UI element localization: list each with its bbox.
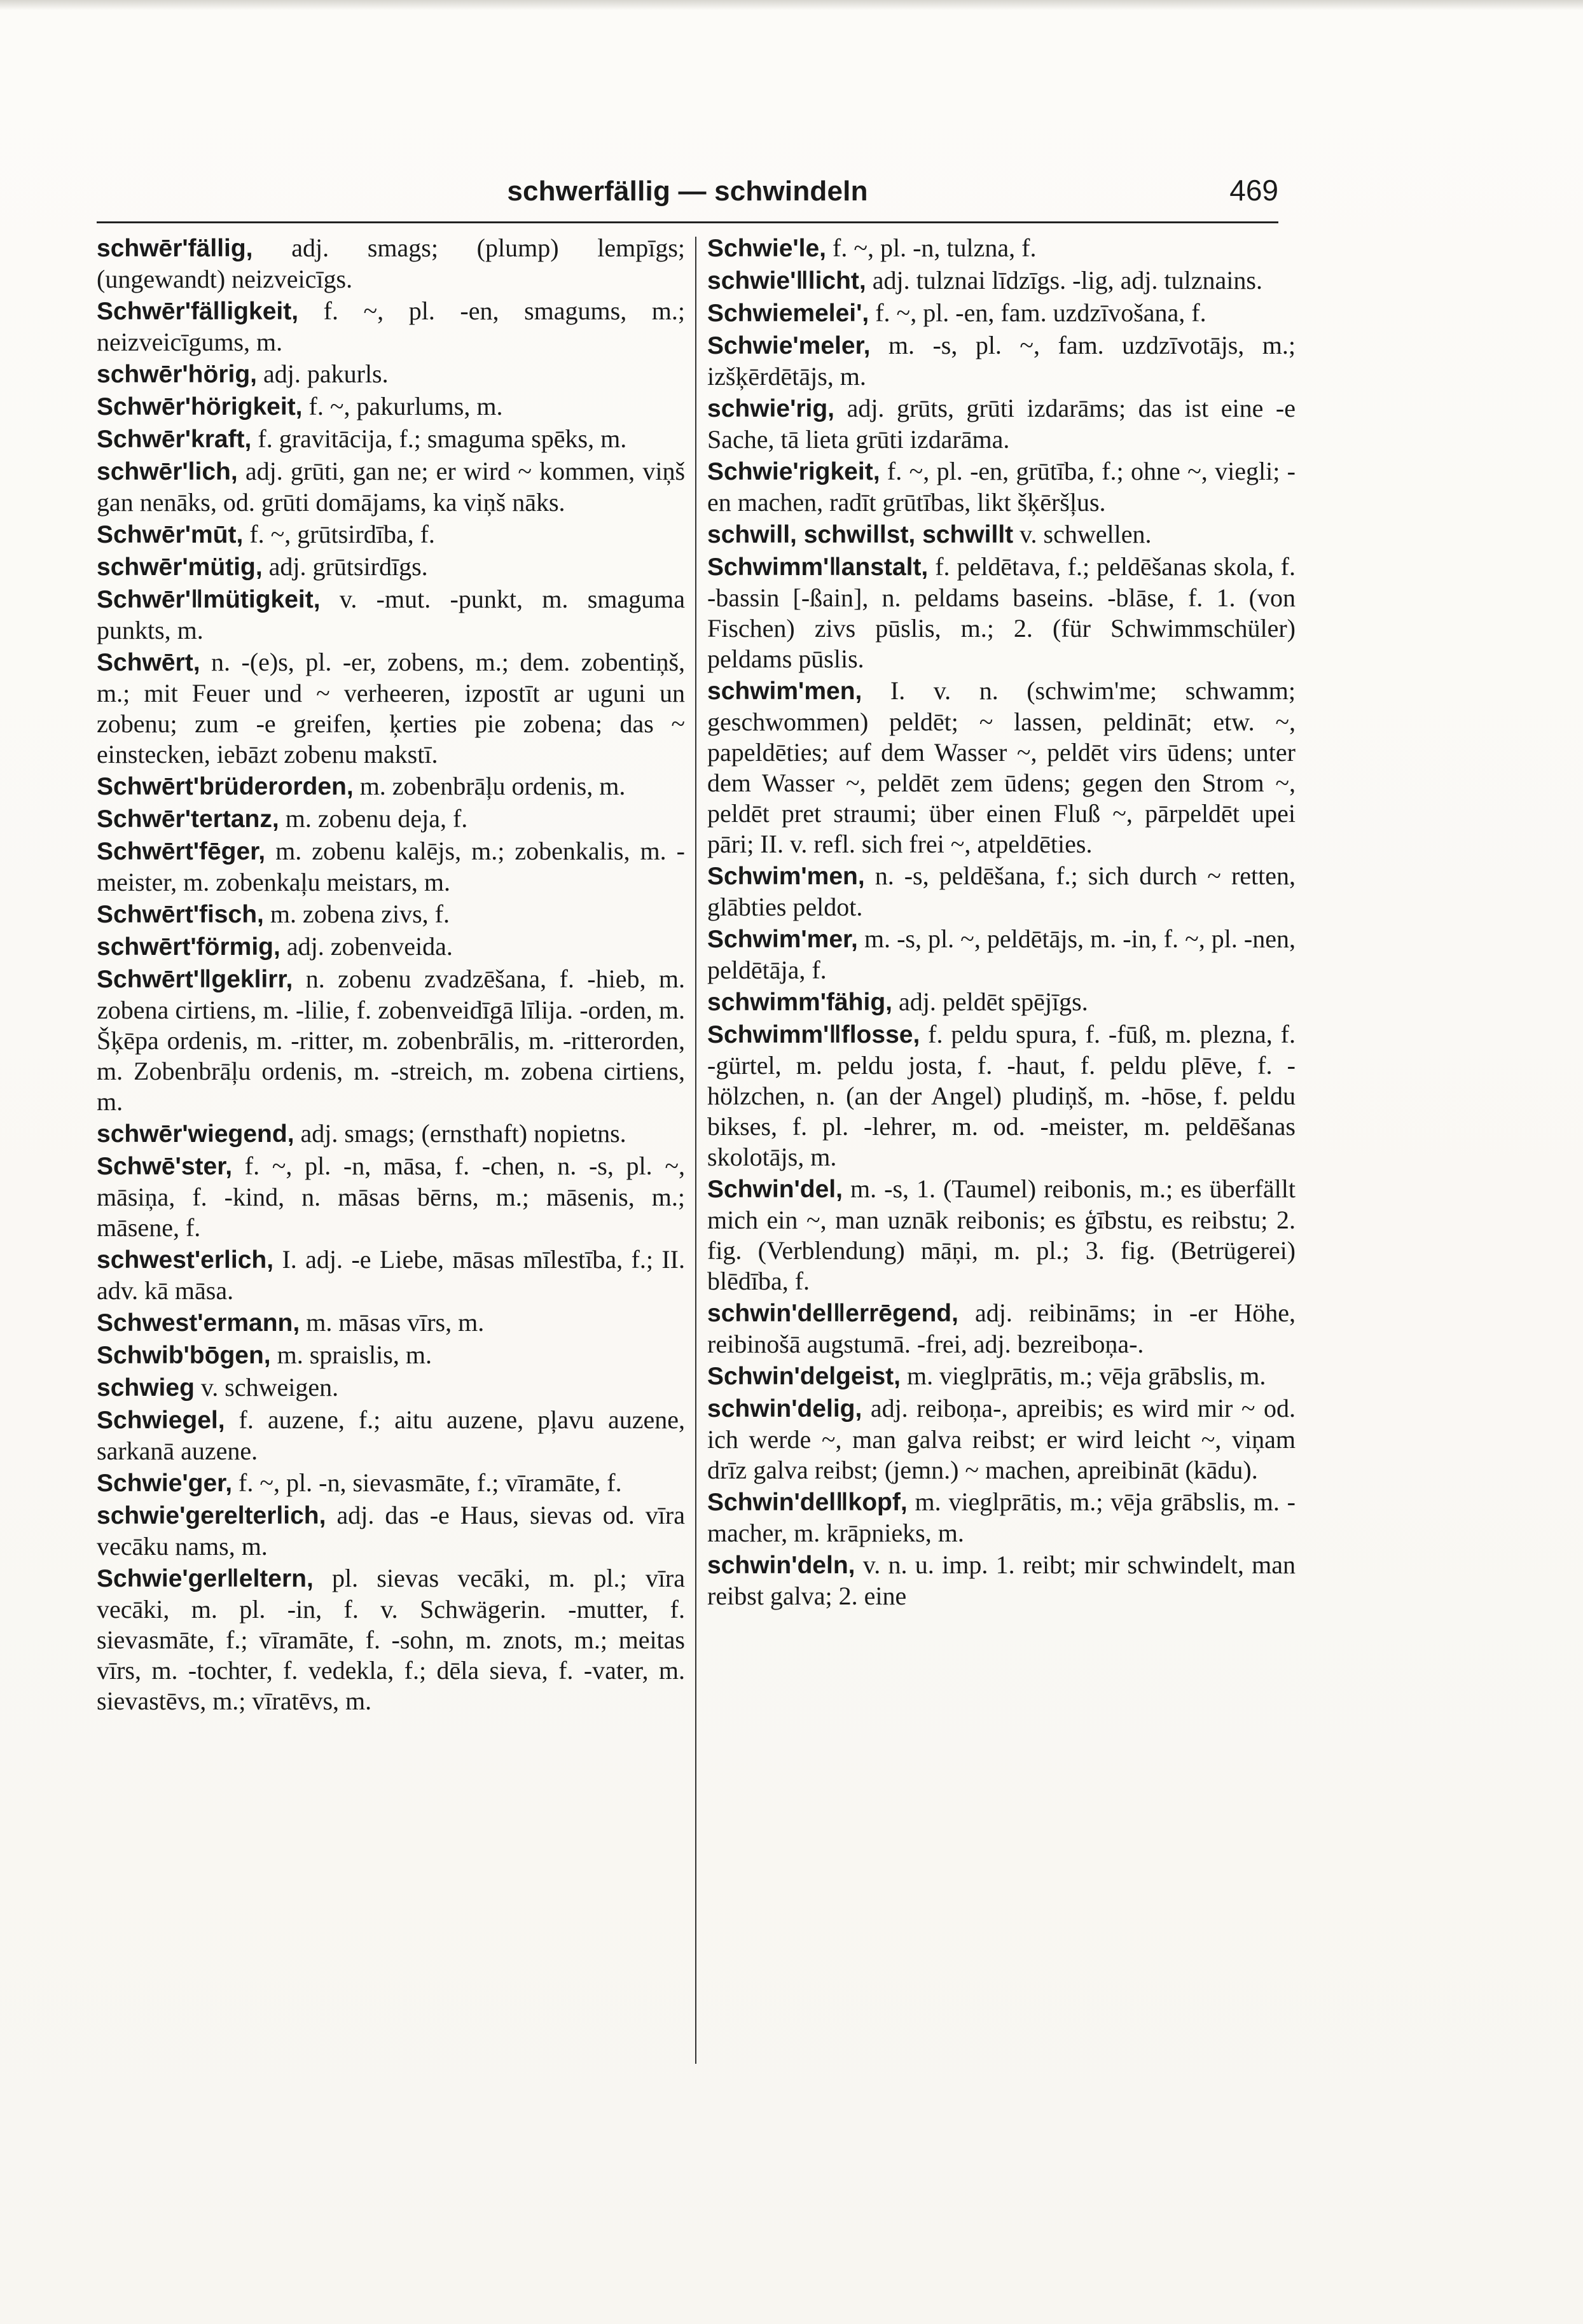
entry-definition: m. -s, 1. (Taumel) reibonis, m.; es überfällt mich ein ~, man uznāk reibonis; es ģībstu, es reibstu; 2. fig. (Verblendung) māņi, m. pl.; 3. fig. (Betrügerei) blēdība, f. [707,1174,1296,1295]
entry-headword: Schwēr'kraft, [97,426,252,453]
entry-headword: Schwērt'fisch, [97,901,264,928]
entry-definition: adj. grūts, grūti izdarāms; das ist eine -e Sache, tā lieta grūti izdarāma. [707,394,1296,454]
entry-definition: n. -(e)s, pl. -er, zobens, m.; dem. zobentiņš, m.; mit Feuer und ~ verheeren, izpostīt ar uguni un zobenu; zum -e greifen, ķerties pie zobena; das ~ einstecken, iebāzt zobenu makstī. [97,648,686,769]
entry-definition: f. ~, pakurlums, m. [308,392,503,421]
entry-definition: m. vieglprātis, m.; vēja grābslis, m. [907,1361,1266,1390]
entry-definition: n. -s, peldēšana, f.; sich durch ~ retten, glābties peldot. [707,861,1296,921]
entry-headword: schwin'del‖errēgend, [707,1300,958,1327]
dictionary-entry [97,391,685,422]
dictionary-entry [97,1468,685,1499]
entry-definition: f. ~, pl. -en, grūtība, f.; ohne ~, viegli; -en machen, radīt grūtības, likt šķēršļus. [707,457,1296,517]
entry-headword: Schwin'del‖kopf, [707,1489,908,1516]
left-column [97,233,685,1718]
entry-headword: Schwēr'hörigkeit, [97,393,303,421]
dictionary-entry [707,456,1296,518]
dictionary-entry [97,1372,685,1403]
dictionary-entry [97,964,685,1117]
entry-definition: adj. reiboņa-, apreibis; es wird mir ~ od. ich werde ~, man galva reibst; er wird leicht ~, viņam drīz galva reibst; (jemn.) ~ machen, apreibināt (kādu). [707,1394,1296,1484]
dictionary-entry [707,1393,1296,1486]
entry-definition: f. ~, pl. -en, fam. uzdzīvošana, f. [875,298,1206,327]
dictionary-entry [97,424,685,455]
entry-headword: schwēr'mütig, [97,553,263,581]
entry-headword: Schwie'meler, [707,332,871,359]
entry-headword: Schwin'delgeist, [707,1363,901,1390]
entry-headword: Schwib'bōgen, [97,1342,271,1369]
entry-definition: adj. zobenveida. [286,932,453,961]
dictionary-entry [707,393,1296,455]
entry-headword: Schwēr'tertanz, [97,805,279,833]
entry-definition: f. peldu spura, f. -fūß, m. plezna, f. -gürtel, m. peldu josta, f. -haut, f. peldu plēve, f. -hölzchen, n. (an der Angel) pludiņš, m. -hōse, f. peldu bikses, f. pl. -lehrer, m. od. -meister, m. peldēšanas skolotājs, m. [707,1020,1296,1171]
entry-definition: m. -s, pl. ~, fam. uzdzīvotājs, m.; izšķērdētājs, m. [707,331,1296,391]
dictionary-entry [97,836,685,898]
entry-definition: adj. smags; (plump) lempīgs; (ungewandt) neizveicīgs. [97,233,686,293]
entry-headword: Schwērt'‖geklirr, [97,966,293,993]
dictionary-entry [97,233,685,295]
entry-headword: Schwērt, [97,649,200,676]
dictionary-entry [707,1487,1296,1548]
entry-definition: f. auzene, f.; aitu auzene, pļavu auzene, sarkanā auzene. [97,1405,685,1465]
dictionary-entry [97,584,685,646]
dictionary-entry [97,647,685,770]
page-header [97,170,1278,223]
dictionary-entry [97,1405,685,1466]
dictionary-entry [707,861,1296,922]
dictionary-entry [97,552,685,583]
entry-headword: Schwēr'fälligkeit, [97,298,299,325]
dictionary-entry [707,265,1296,296]
dictionary-entry [97,1563,685,1716]
entry-headword: schwēr'wiegend, [97,1120,294,1148]
entry-headword: schwēr'fällig, [97,235,253,262]
entry-headword: Schwēr'‖mütigkeit, [97,586,321,613]
entry-definition: m. spraislis, m. [277,1340,432,1369]
entry-definition: v. schweigen. [200,1373,339,1402]
entry-definition: I. adj. -e Liebe, māsas mīlestība, f.; II. adv. kā māsa. [97,1245,685,1305]
dictionary-entry [97,359,685,390]
entry-headword: schwēr'hörig, [97,361,257,388]
entry-headword: Schwin'del, [707,1176,843,1203]
entry-definition: f. ~, pl. -n, tulzna, f. [833,233,1037,262]
dictionary-entry [707,924,1296,985]
dictionary-entry [97,931,685,963]
dictionary-entry [97,1340,685,1371]
dictionary-entry [707,1019,1296,1172]
dictionary-entry [707,233,1296,264]
entry-headword: schwim'men, [707,678,862,705]
entry-headword: schwin'deln, [707,1552,855,1579]
entry-definition: adj. grūti, gan ne; er wird ~ kommen, viņš gan nenāks, od. grūti domājams, ka viņš nāks. [97,457,686,517]
entry-headword: Schwimm'‖anstalt, [707,553,929,581]
running-head: schwerfällig — schwindeln [507,176,868,207]
dictionary-entry [97,804,685,835]
entry-definition: m. zobena zivs, f. [270,900,450,928]
dictionary-entry [97,771,685,802]
dictionary-entry [97,1244,685,1306]
entry-headword: Schwie'rigkeit, [707,458,880,485]
dictionary-entry [97,1500,685,1562]
entry-definition: m. vieglprātis, m.; vēja grābslis, m. -macher, m. krāpnieks, m. [707,1487,1296,1547]
entry-definition: f. ~, grūtsirdība, f. [249,520,435,548]
entry-definition: n. zobenu zvadzēšana, f. -hieb, m. zobena cirtiens, m. -lilie, f. zobenveidīgā līlija. -orden, m. Šķēpa ordenis, m. -ritter, m. zobenbrālis, m. -ritterorden, m. Zobenbrāļu ordenis, m. -streich, m. zobena cirtiens, m. [97,964,686,1116]
entry-headword: schwērt'förmig, [97,933,280,961]
entry-headword: Schwē'ster, [97,1153,233,1180]
entry-definition: adj. grūtsirdīgs. [268,552,428,581]
entry-headword: Schwērt'brüderorden, [97,773,354,800]
entry-headword: Schwimm'‖flosse, [707,1021,920,1048]
entry-definition: v. -mut. -punkt, m. smaguma punkts, m. [97,585,686,644]
entry-headword: Schwiegel, [97,1407,225,1434]
entry-definition: adj. das -e Haus, sievas od. vīra vecāku nams, m. [97,1501,685,1561]
entry-headword: schwēr'lich, [97,458,238,485]
entry-headword: schwimm'fähig, [707,989,892,1016]
entry-headword: Schwest'ermann, [97,1309,300,1337]
entry-headword: Schwērt'fēger, [97,838,266,865]
entry-headword: schwin'delig, [707,1395,862,1423]
dictionary-entry [97,899,685,930]
entry-definition: m. -s, pl. ~, peldētājs, m. -in, f. ~, pl. -nen, peldētāja, f. [707,924,1296,984]
entry-headword: schwieg [97,1374,195,1402]
page-number: 469 [1229,174,1278,207]
entry-headword: Schwēr'mūt, [97,521,244,548]
entry-headword: Schwie'le, [707,235,827,262]
entry-headword: schwie'rig, [707,395,835,422]
entry-definition: v. schwellen. [1020,520,1152,548]
entry-definition: adj. pakurls. [263,359,389,388]
entry-definition: f. peldētava, f.; peldēšanas skola, f. -bassin [-ßain], n. peldams baseins. -blāse, f. 1. (von Fischen) zivs pūslis, m.; 2. (für Schwimmschüler) peldams pūslis. [707,552,1296,673]
entry-definition: m. zobenu kalējs, m.; zobenkalis, m. -meister, m. zobenkaļu meistars, m. [97,837,685,896]
entry-definition: pl. sievas vecāki, m. pl.; vīra vecāki, m. pl. -in, f. v. Schwägerin. -mutter, f. sievasmāte, f.; vīramāte, f. -sohn, m. znots, m.; meitas vīrs, m. -tochter, f. vedekla, f.; dēla sieva, f. -vater, m. sievastēvs, m.; vīratēvs, m. [97,1564,686,1715]
entry-definition: I. v. n. (schwim'me; schwamm; geschwommen) peldēt; ~ lassen, peldināt; etw. ~, papeldēties; auf dem Wasser ~, peldēt virs ūdens; unter dem Wasser ~, peldēt zem ūdens; gegen den Strom ~, peldēt pret straumi; über einen Fluß ~, pārpeldēt upei pāri; II. v. refl. sich frei ~, atpeldēties. [707,676,1296,858]
entry-headword: Schwie'ger, [97,1470,233,1497]
page-edge-shadow [0,0,1583,10]
entry-definition: adj. peldēt spējīgs. [899,987,1088,1016]
entry-headword: schwie'gerelterlich, [97,1502,326,1529]
dictionary-entry [707,330,1296,392]
entry-definition: adj. smags; (ernsthaft) nopietns. [300,1119,626,1148]
entry-headword: Schwim'mer, [707,926,858,953]
entry-headword: schwill, schwillst, schwillt [707,521,1014,548]
dictionary-entry [707,1174,1296,1297]
entry-headword: Schwim'men, [707,863,865,890]
dictionary-entry [707,1550,1296,1611]
dictionary-entry [97,1307,685,1339]
entry-definition: adj. tulznai līdzīgs. -lig, adj. tulznains. [872,266,1262,295]
entry-definition: adj. reibināms; in -er Höhe, reibinošā augstumā. -frei, adj. bezreiboņa-. [707,1298,1296,1358]
dictionary-entry [707,519,1296,550]
column-divider [695,237,696,2064]
entry-definition: m. zobenu deja, f. [285,804,468,833]
entry-definition: f. gravitācija, f.; smaguma spēks, m. [258,424,627,453]
entry-definition: v. n. u. imp. 1. reibt; mir schwindelt, man reibst galva; 2. eine [707,1550,1296,1610]
dictionary-entry [707,676,1296,859]
dictionary-entry [97,296,685,358]
dictionary-entry [97,519,685,550]
entry-definition: f. ~, pl. -n, māsa, f. -chen, n. -s, pl. ~, māsiņa, f. -kind, n. māsas bērns, m.; māsenis, m.; māsene, f. [97,1152,685,1242]
dictionary-entry [97,1118,685,1150]
dictionary-entry [707,987,1296,1018]
dictionary-entry [707,1298,1296,1360]
entry-headword: schwest'erlich, [97,1246,274,1274]
entry-headword: Schwie'ger‖eltern, [97,1565,314,1592]
dictionary-entry [707,552,1296,674]
entry-definition: f. ~, pl. -en, smagums, m.; neizveicīgums, m. [97,296,685,356]
dictionary-entry [97,1151,685,1243]
dictionary-entry [97,456,685,518]
entry-headword: Schwiemelei', [707,300,869,327]
entry-definition: m. zobenbrāļu ordenis, m. [359,772,626,800]
dictionary-entry [707,298,1296,329]
entry-headword: schwie'‖licht, [707,267,866,295]
dictionary-entry [707,1361,1296,1392]
entry-definition: m. māsas vīrs, m. [306,1308,485,1337]
right-column [707,233,1296,1613]
entry-definition: f. ~, pl. -n, sievasmāte, f.; vīramāte, f. [238,1468,622,1497]
